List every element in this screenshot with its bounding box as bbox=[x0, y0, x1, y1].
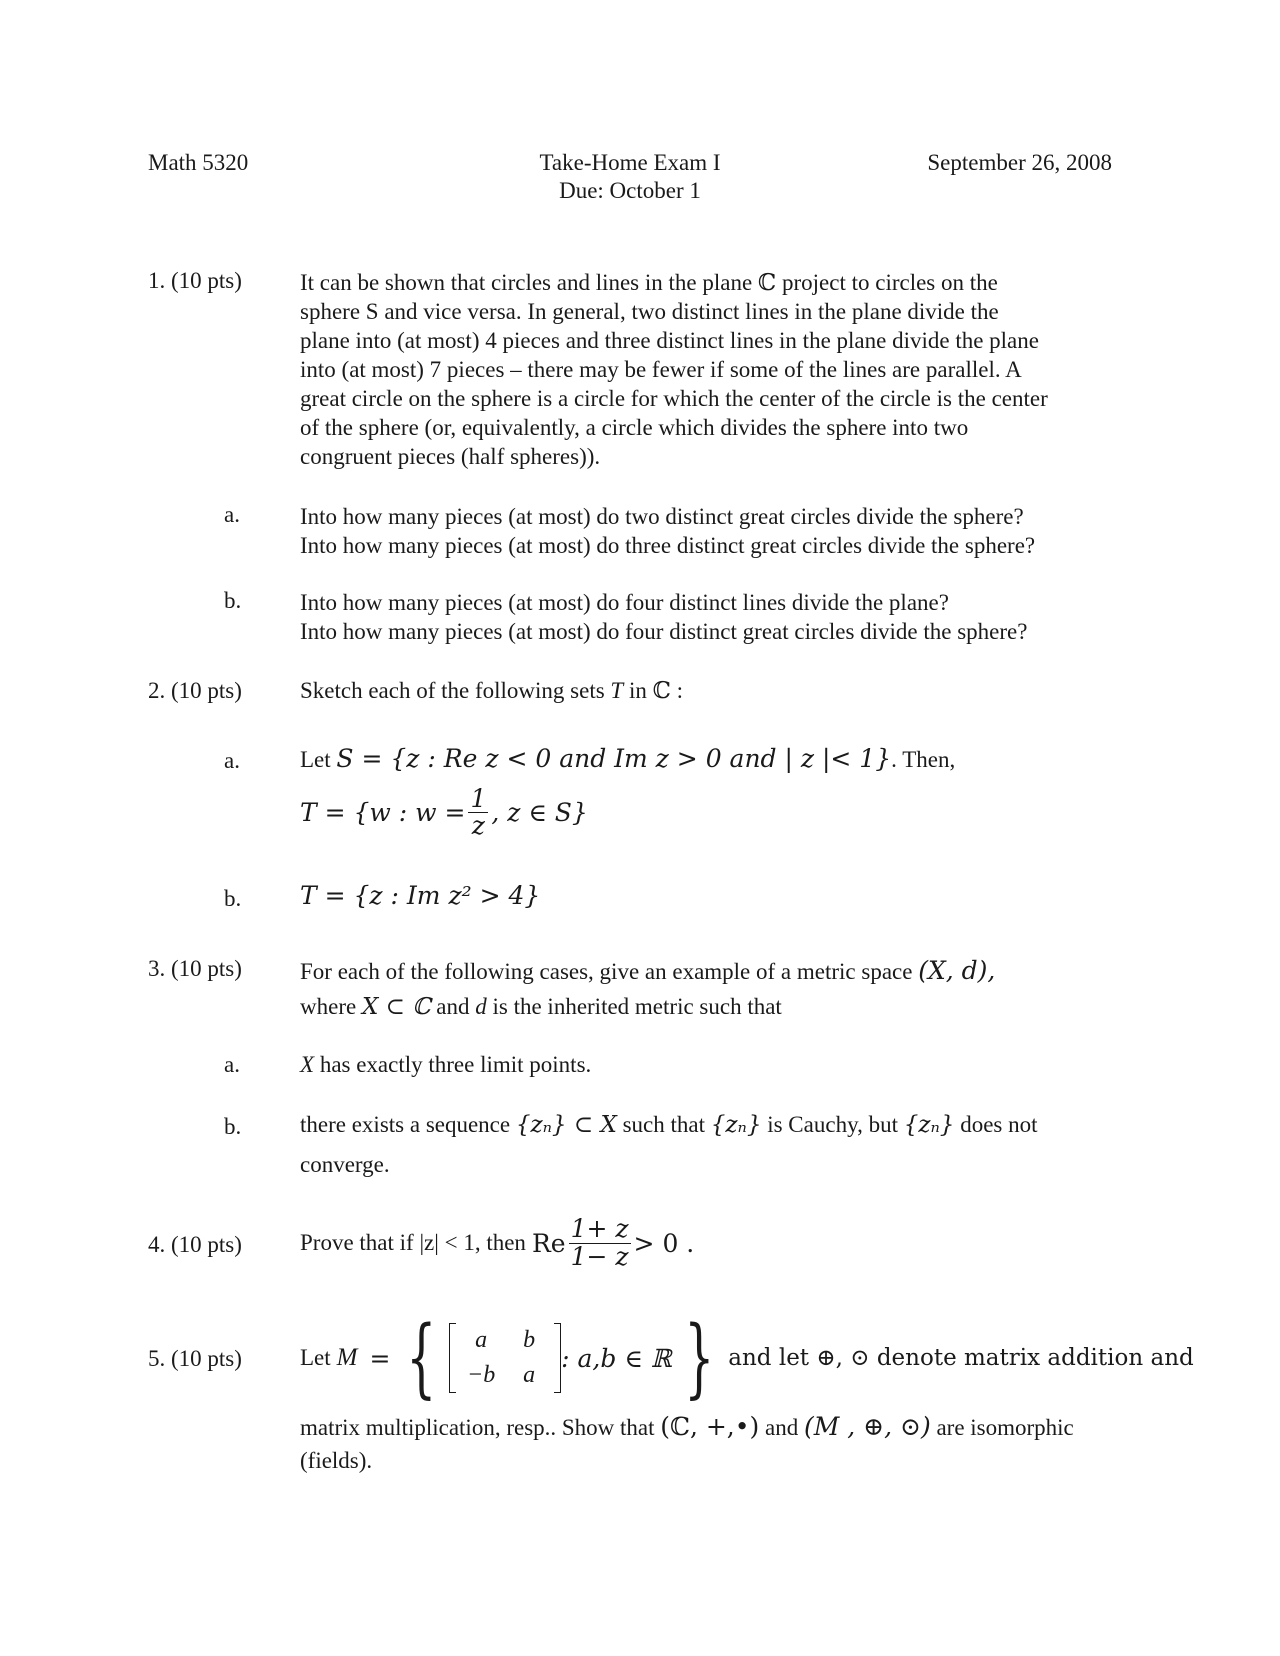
left-brace-icon: { bbox=[406, 1308, 437, 1408]
equals-sign: = bbox=[369, 1343, 391, 1373]
intro-text: where bbox=[300, 994, 357, 1019]
set-variable: T bbox=[610, 678, 624, 703]
space-variable: X bbox=[300, 1052, 315, 1077]
problem-1-intro bbox=[300, 268, 1048, 471]
problem-4-text bbox=[300, 1206, 694, 1280]
part-1a-label: a. bbox=[224, 502, 240, 527]
intro-line: congruent pieces (half spheres)). bbox=[300, 444, 601, 469]
let-text: Let bbox=[300, 747, 331, 772]
question-line: Into how many pieces (at most) do four distinct great circles divide the sphere? bbox=[300, 619, 1028, 644]
metric-variable: d bbox=[475, 994, 487, 1019]
matrix-entry: a bbox=[523, 1362, 536, 1388]
sequence-math: {zₙ} bbox=[903, 1112, 955, 1138]
part-3b-label: b. bbox=[224, 1114, 242, 1139]
fraction-numerator: 1 bbox=[470, 784, 487, 813]
sequence-math: {zₙ} bbox=[710, 1112, 762, 1138]
part-3b-line1 bbox=[300, 1112, 1038, 1138]
operations-text: and let ⊕, ⊙ denote matrix addition and bbox=[728, 1345, 1194, 1371]
intro-text: in ℂ : bbox=[628, 678, 684, 703]
real-part: Re bbox=[531, 1228, 566, 1258]
intro-line: great circle on the sphere is a circle for which the center of the circle is the center bbox=[300, 386, 1048, 411]
mobius-fraction bbox=[569, 1216, 631, 1270]
intro-line: into (at most) 7 pieces – there may be fewer if some of the lines are parallel. A bbox=[300, 357, 1022, 382]
right-bracket-icon bbox=[554, 1323, 561, 1393]
matrix-field: (M , ⊕, ⊙) bbox=[803, 1412, 931, 1441]
problem-1-label: 1. (10 pts) bbox=[148, 268, 242, 293]
question-text: such that bbox=[622, 1112, 705, 1137]
intro-text: and bbox=[436, 994, 470, 1019]
then-text: . Then, bbox=[891, 747, 956, 772]
part-1a-text bbox=[300, 502, 1035, 560]
fraction-denominator: 1− z bbox=[570, 1241, 629, 1271]
intro-text: For each of the following cases, give an example of a metric space bbox=[300, 959, 913, 984]
intro-line: sphere S and vice versa. In general, two distinct lines in the plane divide the bbox=[300, 299, 999, 324]
part-1b-text bbox=[300, 588, 1027, 646]
problem-3-line2 bbox=[300, 994, 782, 1020]
problem-3-line1 bbox=[300, 956, 995, 985]
part-2a-line2 bbox=[300, 786, 588, 840]
matrix-entry: b bbox=[523, 1327, 536, 1353]
question-text: has exactly three limit points. bbox=[319, 1052, 592, 1077]
due-date: Due: October 1 bbox=[559, 178, 701, 203]
question-line: Into how many pieces (at most) do three distinct great circles divide the sphere? bbox=[300, 533, 1036, 558]
inequality: > 0 . bbox=[633, 1228, 695, 1258]
intro-text: is the inherited metric such that bbox=[492, 994, 782, 1019]
sequence-math: {zₙ} ⊂ X bbox=[515, 1112, 617, 1138]
reciprocal-fraction bbox=[468, 786, 488, 840]
left-bracket-icon bbox=[449, 1323, 456, 1393]
part-2b-label: b. bbox=[224, 886, 242, 911]
metric-space: (X, d), bbox=[918, 956, 996, 985]
question-line: Into how many pieces (at most) do two distinct great circles divide the sphere? bbox=[300, 504, 1024, 529]
matrix-entry: a bbox=[475, 1327, 488, 1353]
subset-math: X ⊂ ℂ bbox=[361, 994, 431, 1020]
matrix-entry: −b bbox=[467, 1362, 496, 1388]
intro-text: Sketch each of the following sets bbox=[300, 678, 605, 703]
matrix bbox=[449, 1327, 561, 1389]
set-t-definition: T = {w : w = bbox=[300, 798, 466, 828]
matrix-condition: : a,b ∈ ℝ bbox=[561, 1343, 672, 1373]
right-brace-icon: } bbox=[683, 1308, 714, 1408]
problem-5-line3: (fields). bbox=[300, 1448, 373, 1473]
exam-date: September 26, 2008 bbox=[927, 150, 1112, 175]
part-2a-line1 bbox=[300, 744, 955, 773]
set-t-condition: , z ∈ S} bbox=[491, 798, 588, 828]
problem-3-label: 3. (10 pts) bbox=[148, 956, 242, 981]
part-3b-line2: converge. bbox=[300, 1152, 390, 1177]
statement-text: matrix multiplication, resp.. Show that bbox=[300, 1415, 655, 1440]
problem-5-line2 bbox=[300, 1412, 1074, 1441]
fraction-denominator: z bbox=[471, 811, 485, 841]
intro-line: It can be shown that circles and lines in the plane ℂ project to circles on the bbox=[300, 270, 998, 295]
question-line: Into how many pieces (at most) do four distinct lines divide the plane? bbox=[300, 590, 949, 615]
part-2a-label: a. bbox=[224, 748, 240, 773]
matrix-set-variable: M bbox=[336, 1344, 358, 1371]
intro-line: of the sphere (or, equivalently, a circle which divides the sphere into two bbox=[300, 415, 969, 440]
question-text: is Cauchy, but bbox=[767, 1112, 898, 1137]
course-name: Math 5320 bbox=[148, 150, 249, 175]
problem-5-label: 5. (10 pts) bbox=[148, 1346, 242, 1371]
prove-text: Prove that if |z| < 1, then bbox=[300, 1230, 526, 1255]
and-text: and bbox=[765, 1415, 799, 1440]
set-s-definition: S = {z : Re z < 0 and Im z > 0 and | z |< 1} bbox=[336, 744, 892, 773]
problem-4-label: 4. (10 pts) bbox=[148, 1232, 242, 1257]
statement-text: are isomorphic bbox=[936, 1415, 1074, 1440]
fraction-numerator: 1+ z bbox=[570, 1214, 629, 1244]
exam-title: Take-Home Exam I bbox=[539, 150, 721, 175]
part-3a-text bbox=[300, 1052, 591, 1078]
problem-2-label: 2. (10 pts) bbox=[148, 678, 242, 703]
question-text: does not bbox=[960, 1112, 1038, 1137]
part-3a-label: a. bbox=[224, 1052, 240, 1077]
problem-5-line1 bbox=[300, 1298, 1194, 1418]
complex-field: (ℂ, +,•) bbox=[660, 1412, 760, 1441]
let-text: Let bbox=[300, 1345, 331, 1370]
part-1b-label: b. bbox=[224, 588, 242, 613]
problem-2-intro bbox=[300, 678, 683, 704]
question-text: there exists a sequence bbox=[300, 1112, 511, 1137]
part-2b-math: T = {z : Im z² > 4} bbox=[300, 881, 541, 910]
intro-line: plane into (at most) 4 pieces and three distinct lines in the plane divide the plane bbox=[300, 328, 1039, 353]
